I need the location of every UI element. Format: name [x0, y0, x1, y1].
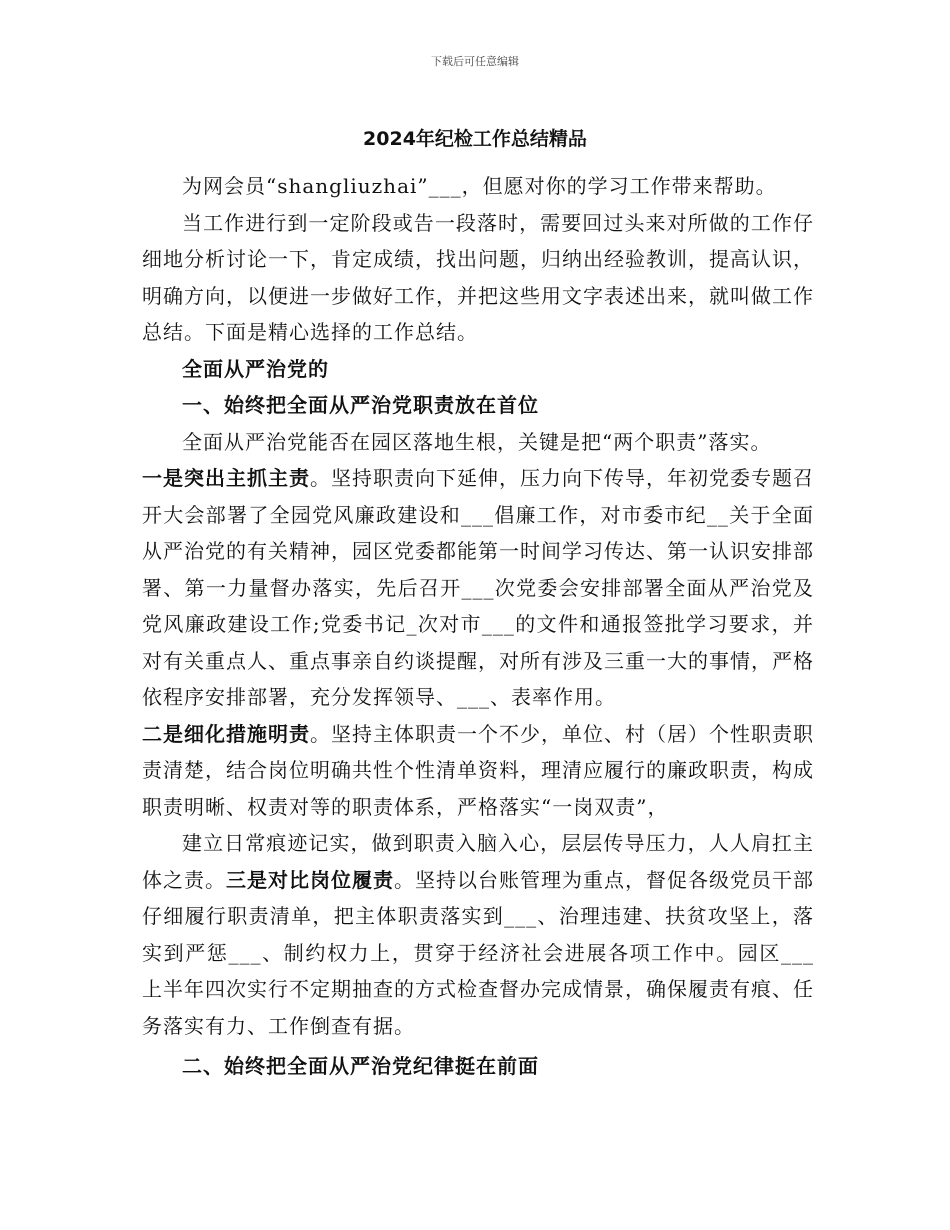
definition-paragraph: 当工作进行到一定阶段或告一段落时，需要回过头来对所做的工作仔细地分析讨论一下，肯定成绩，找出问题，归纳出经验教训，提高认识，明确方向，以便进一步做好工作，并把这些用文字表述出来，就叫做工作总结。下面是精心选择的工作总结。	[142, 210, 814, 344]
section-heading-intro: 全面从严治党的	[182, 356, 329, 381]
point-3-text: 。坚持以台账管理为重点，督促各级党员干部仔细履行职责清单，把主体职责落实到___、治理违建、扶贫攻坚上，落实到严惩___、制约权力上，贯穿于经济社会进展各项工作中。园区___上半年四次实行不定期抽查的方式检查督办完成情景，确保履责有痕、任务落实有力、工作倒查有据。	[142, 867, 814, 1038]
section-heading-2: 二、始终把全面从严治党纪律挺在前面	[182, 1054, 539, 1078]
point-3-paragraph	[142, 825, 814, 1044]
point-2-paragraph	[142, 716, 814, 826]
section-1-lead	[142, 424, 814, 461]
point-2-text: 。坚持主体职责一个不少，单位、村（居）个性职责职责清楚，结合岗位明确共性个性清单资料，理清应履行的廉政职责，构成职责明晰、权责对等的职责体系，严格落实“一岗双责”，	[142, 721, 814, 819]
point-1-label: 一是突出主抓主责	[142, 466, 310, 490]
point-2-label: 二是细化措施明责	[142, 721, 310, 746]
point-3-prefix: 建立日常痕迹记实，做到职责入脑入心，层层传导压力，人人肩扛主体之责。	[142, 831, 814, 892]
header-note: 下载后可任意编辑	[431, 55, 519, 68]
document-title: 2024年纪检工作总结精品	[363, 128, 587, 150]
point-1-text: 。坚持职责向下延伸，压力向下传导，年初党委专题召开大会部署了全园党风廉政建设和___倡廉工作，对市委市纪__关于全面从严治党的有关精神，园区党委都能第一时间学习传达、第一认识安排部署、第一力量督办落实，先后召开___次党委会安排部署全面从严治党及党风廉政建设工作;党委书记_次对市___的文件和通报签批学习要求，并对有关重点人、重点事亲自约谈提醒，对所有涉及三重一大的事情，严格依程序安排部署，充分发挥领导、___、表率作用。	[142, 466, 814, 709]
section-1-lead-text: 全面从严治党能否在园区落地生根，关键是把“两个职责”落实。	[182, 429, 772, 454]
section-heading-1: 一、始终把全面从严治党职责放在首位	[182, 393, 539, 417]
document-body	[142, 168, 814, 1085]
point-3-label: 三是对比岗位履责	[226, 867, 394, 892]
point-1-paragraph	[142, 460, 814, 716]
intro-paragraph: 为网会员“shangliuzhai”___，但愿对你的学习工作带来帮助。	[182, 174, 777, 198]
